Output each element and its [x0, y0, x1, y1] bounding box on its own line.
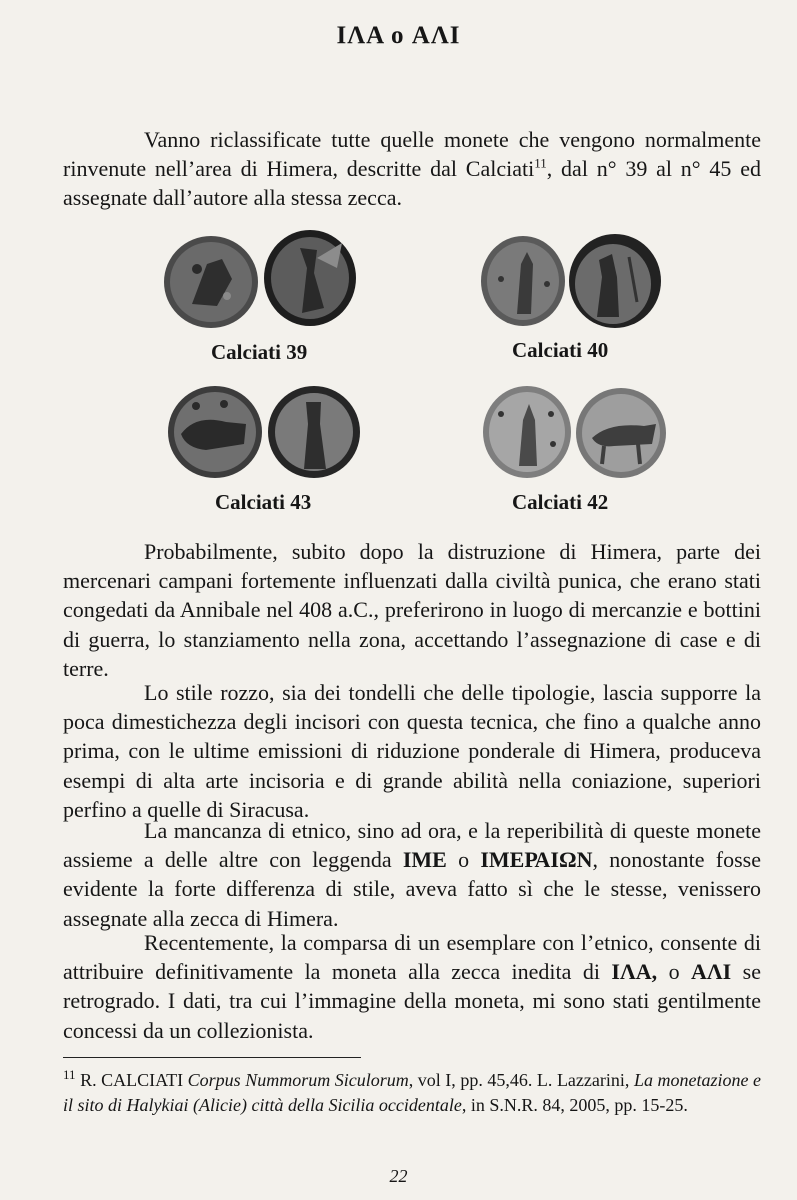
footnote-text: , in S.N.R. 84, 2005, pp. 15-25. — [461, 1095, 688, 1115]
intro-text: Vanno riclassificate tutte quelle monete che vengono normalmente rinvenute nell’area di Himera, descritte dal Calciati — [63, 127, 761, 182]
body-paragraph-2: Lo stile rozzo, sia dei tondelli che delle tipologie, lascia supporre la poca dimestichezza degli incisori con questa tecnica, che fino a qualche anno prima, con le ultime emissioni di riduzione ponderale di Himera, produceva esempi di alta arte incisoria e di grande abilità nella coniazione, superiori perfino a quelle di Siracusa. — [63, 680, 761, 822]
footnote-title: La monetazione e il sito di Halykiai (Alicie) città della Sicilia occidentale — [63, 1070, 761, 1115]
coin-obverse-image — [479, 234, 567, 328]
coin-obverse-image — [162, 234, 260, 330]
paragraph-text: o — [657, 959, 692, 985]
paragraph-text: Recentemente, la comparsa di un esemplare con l’etnico, consente di attribuire definitivamente la moneta alla zecca inedita di — [63, 930, 761, 985]
footnote-reference: 11 — [534, 155, 547, 171]
paragraph-text: o — [446, 847, 481, 873]
greek-legend: IME — [402, 847, 447, 873]
greek-legend: ΙΛΑ, — [611, 959, 658, 985]
greek-legend: ΑΛΙ — [691, 959, 732, 985]
body-paragraph-3 — [63, 816, 761, 933]
intro-paragraph — [63, 125, 761, 213]
coin-reverse-image — [262, 228, 358, 328]
figure-caption: Calciati 40 — [512, 338, 609, 362]
footnote-divider — [63, 1057, 361, 1058]
figure-caption: Calciati 39 — [211, 340, 308, 364]
footnote-number: 11 — [63, 1067, 76, 1082]
intro-text-cont: , dal n° 39 al n° 45 ed assegnate dall’autore alla stessa zecca. — [63, 156, 761, 211]
paragraph-text: se retrogrado. I dati, tra cui l’immagine della moneta, mi sono stati gentilmente concessi da un collezionista. — [63, 959, 762, 1043]
paragraph-text: La mancanza di etnico, sino ad ora, e la reperibilità di queste monete assieme a delle altre con leggenda — [63, 818, 761, 873]
coin-reverse-image — [266, 384, 362, 480]
footnote-text: R. CALCIATI — [75, 1070, 188, 1090]
page-title: ΙΛΑ o ΑΛΙ — [336, 22, 461, 49]
footnote-title: Corpus Nummorum Siculorum — [187, 1070, 409, 1090]
coin-reverse-image — [574, 386, 668, 480]
paragraph-text: , nonostante fosse evidente la forte differenza di stile, aveva fatto sì che le stesse, venissero assegnate alla zecca di Himera. — [63, 847, 762, 931]
footnote-text: , vol I, pp. 45,46. L. Lazzarini, — [408, 1070, 634, 1090]
coin-obverse-image — [166, 384, 264, 480]
coin-obverse-image — [481, 384, 573, 480]
page-number: 22 — [389, 1166, 408, 1186]
body-paragraph-1: Probabilmente, subito dopo la distruzione di Himera, parte dei mercenari campani fortemente influenzati dalla civiltà punica, che erano stati congedati da Annibale nel 408 a.C., preferirono in luogo di mercanzie e bottini di guerra, lo stanziamento nella zona, accettando l’assegnazione di case e di terre. — [63, 539, 761, 681]
body-paragraph-4 — [63, 928, 761, 1045]
greek-legend: ΙΜΕΡΑΙΩΝ — [480, 847, 593, 873]
figure-caption: Calciati 42 — [512, 490, 609, 514]
figure-caption: Calciati 43 — [215, 490, 312, 514]
coin-reverse-image — [567, 232, 663, 330]
footnote — [63, 1068, 761, 1118]
